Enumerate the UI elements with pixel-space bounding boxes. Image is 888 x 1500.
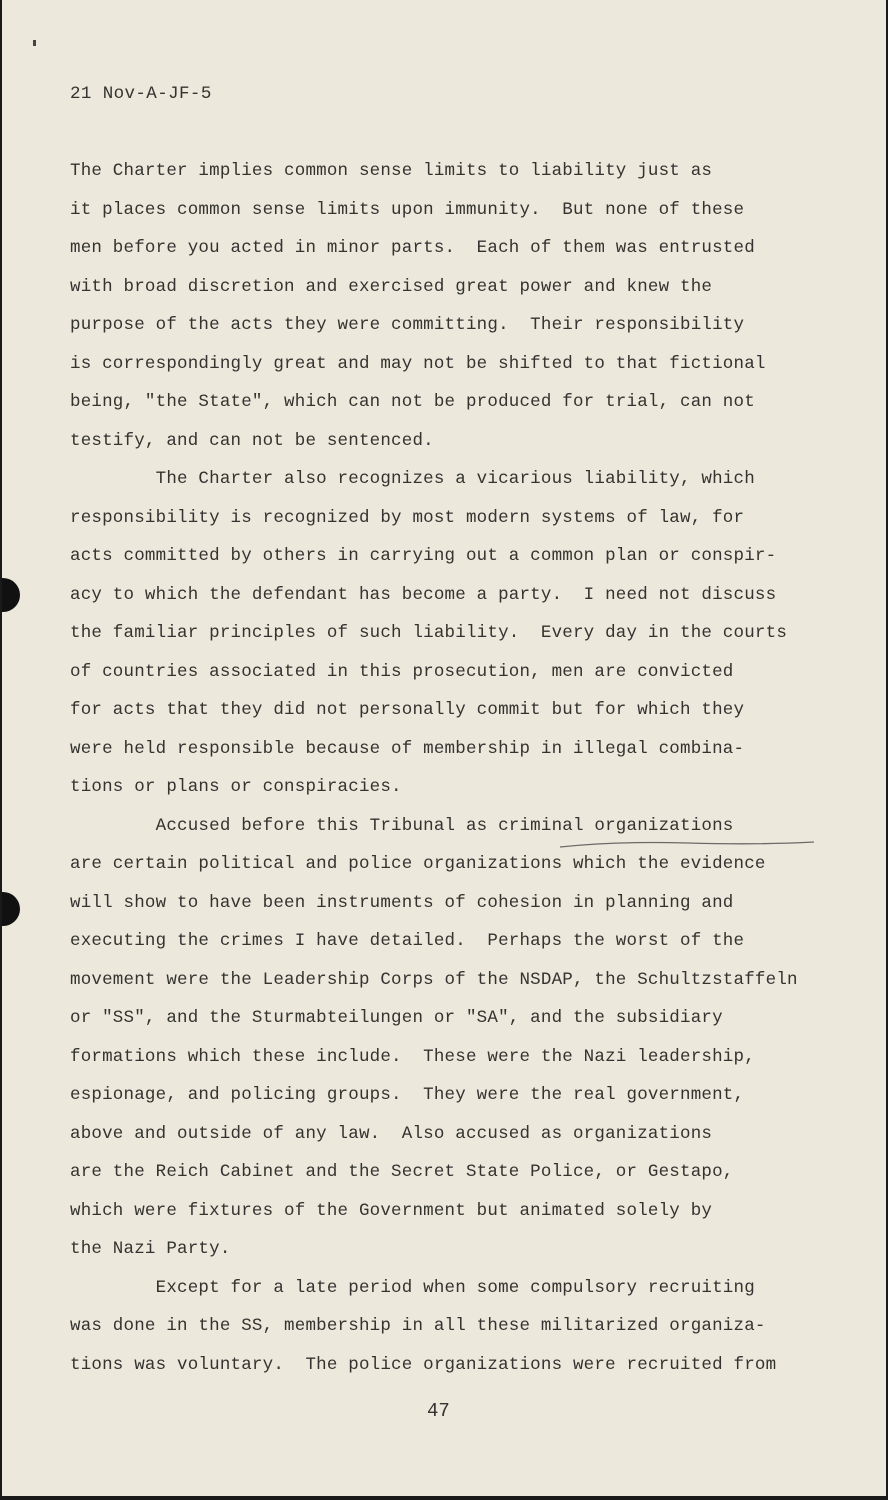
paper-speck [33,40,36,46]
text-line: Except for a late period when some compulsory recruiting [70,1277,755,1298]
text-line: is correspondingly great and may not be shifted to that fictional [70,353,766,374]
document-page [2,0,886,1496]
text-line: Accused before this Tribunal as criminal organizations [70,815,734,836]
text-line: the Nazi Party. [70,1239,231,1259]
text-line: or "SS", and the Sturmabteilungen or "SA", and the subsidiary [70,1008,723,1028]
text-line: acy to which the defendant has become a party. I need not discuss [70,584,777,605]
text-line: being, "the State", which can not be produced for trial, can not [70,392,755,412]
text-line: tions was voluntary. The police organizations were recruited from [70,1354,777,1375]
text-line: were held responsible because of membership in illegal combina- [70,738,745,759]
text-line: tions or plans or conspiracies. [70,777,402,797]
handwritten-underline-mark [558,837,816,851]
document-header: 21 Nov-A-JF-5 [70,84,212,104]
punch-hole-top [2,578,20,612]
text-line: of countries associated in this prosecution, men are convicted [70,661,734,682]
text-line: the familiar principles of such liability. Every day in the courts [70,623,788,643]
text-line: with broad discretion and exercised great power and knew the [70,276,713,297]
text-line: it places common sense limits upon immunity. But none of these [70,199,745,220]
text-line: espionage, and policing groups. They were the real government, [70,1085,745,1105]
document-body [70,152,850,1384]
text-line: responsibility is recognized by most modern systems of law, for [70,507,745,528]
text-line: are the Reich Cabinet and the Secret State Police, or Gestapo, [70,1162,734,1182]
text-line: The Charter implies common sense limits to liability just as [70,161,713,181]
text-line: purpose of the acts they were committing. Their responsibility [70,315,745,335]
page-number: 47 [427,1400,450,1422]
text-line: men before you acted in minor parts. Each of them was entrusted [70,238,755,258]
text-line: which were fixtures of the Government but animated solely by [70,1200,713,1221]
text-line: for acts that they did not personally commit but for which they [70,700,745,720]
text-line: will show to have been instruments of cohesion in planning and [70,892,734,913]
text-line: The Charter also recognizes a vicarious liability, which [70,469,755,489]
text-line: executing the crimes I have detailed. Perhaps the worst of the [70,931,745,951]
punch-hole-bottom [2,892,20,926]
text-line: are certain political and police organizations which the evidence [70,854,766,874]
text-line: testify, and can not be sentenced. [70,430,434,451]
text-line: movement were the Leadership Corps of the NSDAP, the Schultzstaffeln [70,969,798,990]
text-line: acts committed by others in carrying out a common plan or conspir- [70,546,777,566]
text-line: above and outside of any law. Also accused as organizations [70,1123,713,1144]
text-line: formations which these include. These were the Nazi leadership, [70,1046,755,1067]
text-line: was done in the SS, membership in all these militarized organiza- [70,1316,766,1336]
